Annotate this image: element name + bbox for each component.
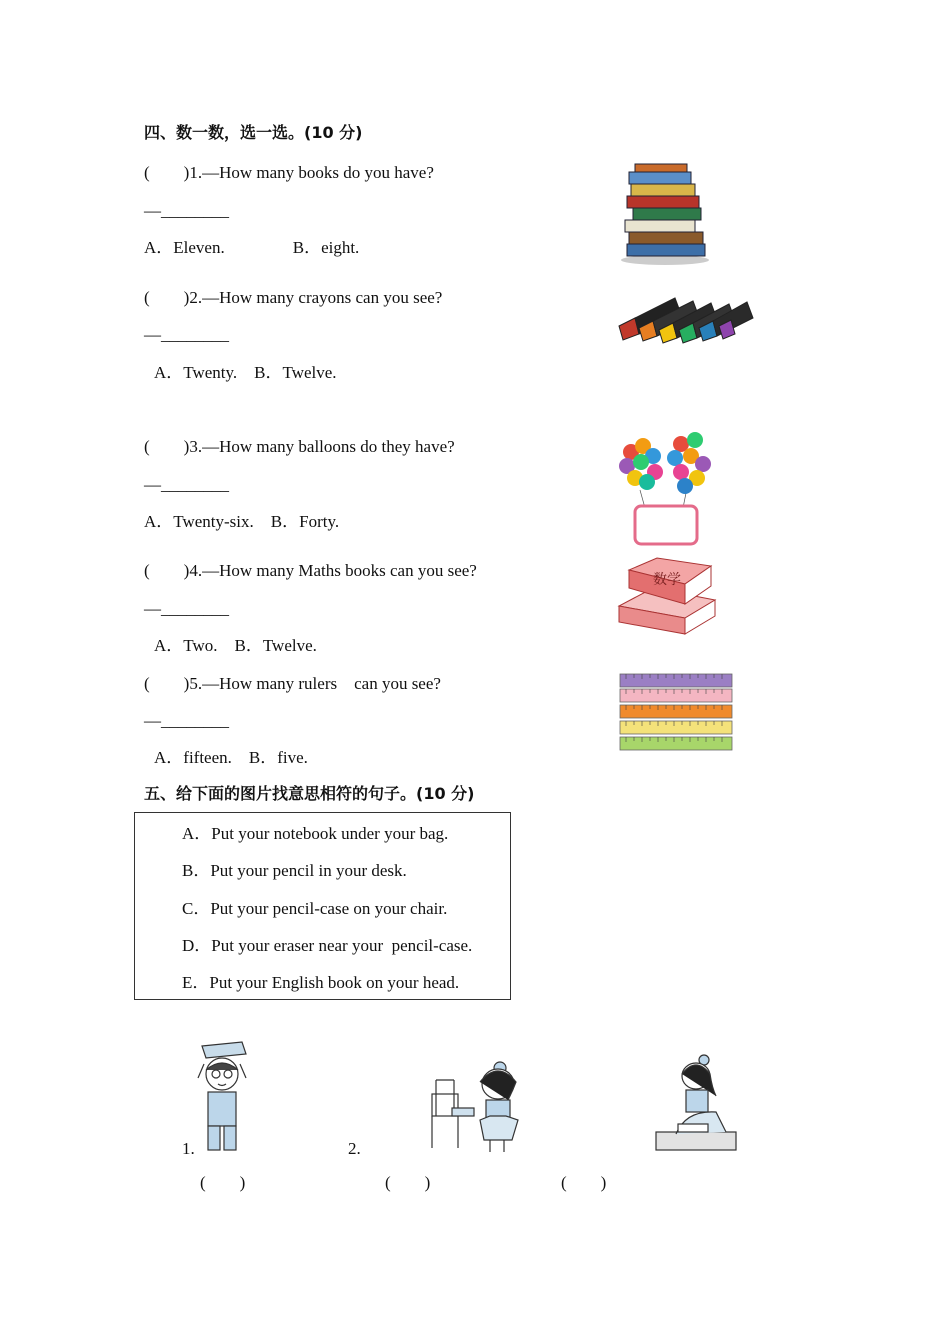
answer-blank-1[interactable]: ( ): [200, 1173, 246, 1192]
book-stack-icon: [615, 162, 715, 266]
q5-options: A．fifteen. B．five.: [154, 748, 308, 767]
answer-blank-2[interactable]: ( ): [385, 1173, 431, 1192]
sentence-c: C．Put your pencil-case on your chair.: [182, 899, 448, 918]
picture-number-2: 2.: [348, 1139, 361, 1158]
q1-options: A．Eleven. B．eight.: [144, 238, 360, 257]
q4-options: A．Two. B．Twelve.: [154, 636, 317, 655]
maths-book-label: 数学: [653, 572, 681, 588]
maths-books-icon: [615, 556, 719, 646]
section4-heading: 四、数一数，选一选。(10 分): [144, 123, 363, 142]
crayons-icon: [615, 288, 755, 344]
q4-answer-line[interactable]: —________: [144, 599, 229, 618]
sentence-b: B．Put your pencil in your desk.: [182, 861, 407, 880]
picture-number-1: 1.: [182, 1139, 195, 1158]
balloons-icon: [615, 430, 715, 548]
answer-blank-3[interactable]: ( ): [561, 1173, 607, 1192]
q2-options: A．Twenty. B．Twelve.: [154, 363, 337, 382]
q1-answer-line[interactable]: —________: [144, 201, 229, 220]
q3-options: A．Twenty-six. B．Forty.: [144, 512, 340, 531]
q2-answer-line[interactable]: —________: [144, 325, 229, 344]
rulers-icon: [618, 672, 734, 754]
girl-sitting-notebook-picture: [652, 1054, 738, 1154]
sentence-a: A．Put your notebook under your bag.: [182, 824, 449, 843]
q3-stem: ( )3.—How many balloons do they have?: [144, 437, 455, 456]
q1-stem: ( )1.—How many books do you have?: [144, 163, 434, 182]
q3-answer-line[interactable]: —________: [144, 475, 229, 494]
section5-heading: 五、给下面的图片找意思相符的句子。(10 分): [144, 784, 475, 803]
sentence-d: D．Put your eraser near your pencil-case.: [182, 936, 473, 955]
q5-answer-line[interactable]: —________: [144, 711, 229, 730]
q5-stem: ( )5.—How many rulers can you see?: [144, 674, 441, 693]
girl-pencil-case-chair-picture: [422, 1050, 536, 1154]
q4-stem: ( )4.—How many Maths books can you see?: [144, 561, 477, 580]
q2-stem: ( )2.—How many crayons can you see?: [144, 288, 443, 307]
boy-book-on-head-picture: [190, 1040, 256, 1154]
sentence-e: E．Put your English book on your head.: [182, 973, 460, 992]
